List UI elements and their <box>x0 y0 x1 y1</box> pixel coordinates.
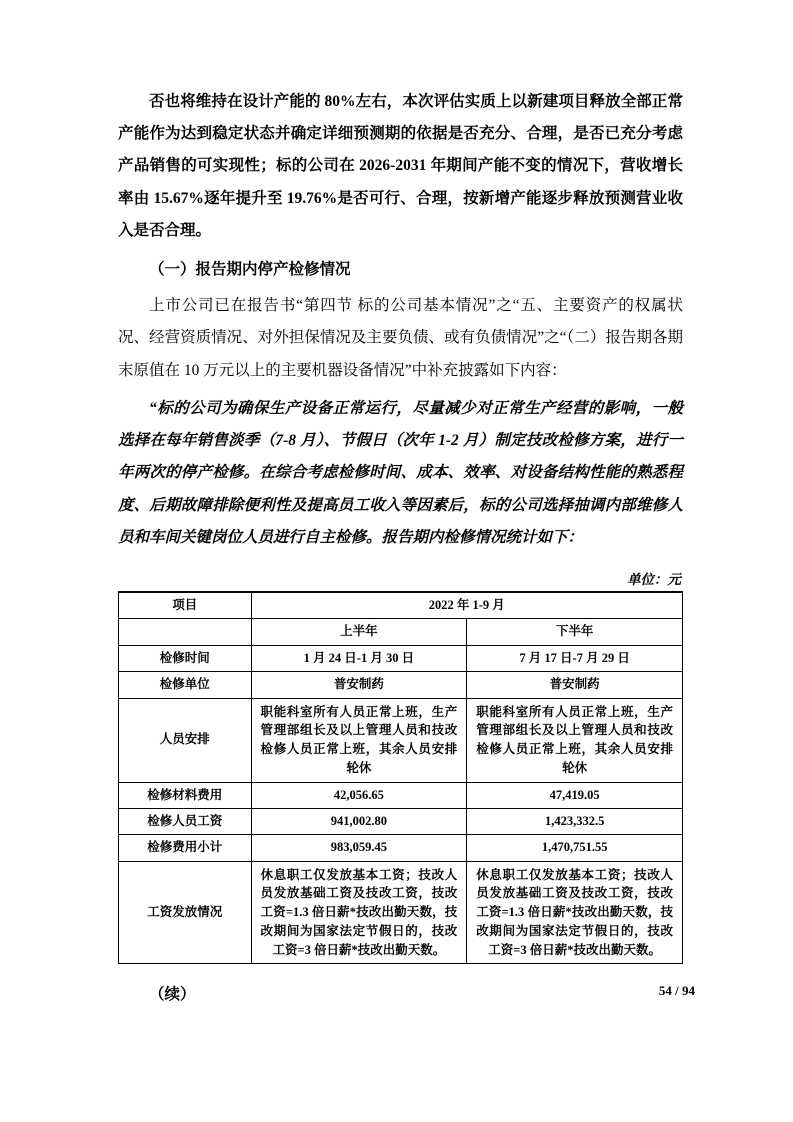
row-label: 人员安排 <box>119 698 252 782</box>
row-label: 检修人员工资 <box>119 808 252 834</box>
cell-second-half: 职能科室所有人员正常上班，生产管理部组长及以上管理人员和技改检修人员正常上班，其余人员安排轮休 <box>467 698 683 782</box>
row-label: 检修单位 <box>119 672 252 698</box>
cell-second-half: 普安制药 <box>467 672 683 698</box>
section-heading: （一）报告期内停产检修情况 <box>149 261 351 279</box>
row-label: 工资发放情况 <box>119 861 252 964</box>
continued-label: （续） <box>149 986 196 1004</box>
cell-second-half: 1,470,751.55 <box>467 835 683 861</box>
intro-paragraph: 否也将维持在设计产能的 80%左右，本次评估实质上以新建项目释放全部正常产能作为达到稳定状态并确定详细预测期的依据是否充分、合理，是否已充分考虑产品销售的可实现性；标的公司在 2026-2031 年期间产能不变的情况下，营收增长率由 15.67%逐年提升至 19.76%是否可行、合理，按新增产能逐步释放预测营业收入是否合理。 <box>118 93 683 239</box>
table-row <box>119 835 683 861</box>
table-row <box>119 672 683 698</box>
cell-second-half: 1,423,332.5 <box>467 808 683 834</box>
cell-first-half: 1 月 24 日-1 月 30 日 <box>251 645 467 671</box>
cell-first-half: 休息职工仅发放基本工资；技改人员发放基础工资及技改工资，技改工资=1.3 倍日薪*技改出勤天数，技改期间为国家法定节假日的，技改工资=3 倍日薪*技改出勤天数。 <box>251 861 467 964</box>
table-unit-label: 单位：元 <box>627 572 681 588</box>
row-label: 检修材料费用 <box>119 782 252 808</box>
table-row <box>119 698 683 782</box>
page-number: 54 / 94 <box>658 983 695 998</box>
cell-second-half: 休息职工仅发放基本工资；技改人员发放基础工资及技改工资，技改工资=1.3 倍日薪*技改出勤天数，技改期间为国家法定节假日的，技改工资=3 倍日薪*技改出勤天数。 <box>467 861 683 964</box>
header-cell-second-half: 下半年 <box>467 619 683 645</box>
cell-first-half: 42,056.65 <box>251 782 467 808</box>
header-cell-empty <box>119 619 252 645</box>
table-row <box>119 808 683 834</box>
table-header-row <box>119 592 683 619</box>
table-subheader-row <box>119 619 683 645</box>
disclosure-paragraph: 上市公司已在报告书“第四节 标的公司基本情况”之“五、主要资产的权属状况、经营资质情况、对外担保情况及主要负债、或有负债情况”之“（二）报告期各期末原值在 10 万元以上的主要机器设备情况”中补充披露如下内容： <box>118 297 683 379</box>
header-cell-period: 2022 年 1-9 月 <box>251 592 682 619</box>
cell-second-half: 47,419.05 <box>467 782 683 808</box>
table-row <box>119 645 683 671</box>
header-cell-first-half: 上半年 <box>251 619 467 645</box>
cell-first-half: 职能科室所有人员正常上班，生产管理部组长及以上管理人员和技改检修人员正常上班，其余人员安排轮休 <box>251 698 467 782</box>
row-label: 检修费用小计 <box>119 835 252 861</box>
cell-first-half: 983,059.45 <box>251 835 467 861</box>
cell-first-half: 普安制药 <box>251 672 467 698</box>
table-row <box>119 861 683 964</box>
header-cell-item: 项目 <box>119 592 252 619</box>
row-label: 检修时间 <box>119 645 252 671</box>
cell-second-half: 7 月 17 日-7 月 29 日 <box>467 645 683 671</box>
maintenance-table <box>118 591 683 964</box>
cell-first-half: 941,002.80 <box>251 808 467 834</box>
quoted-disclosure-paragraph: “标的公司为确保生产设备正常运行，尽量减少对正常生产经营的影响，一般选择在每年销售淡季（7-8 月）、节假日（次年 1-2 月）制定技改检修方案，进行一年两次的停产检修。在综合考虑检修时间、成本、效率、对设备结构性能的熟悉程度、后期故障排除便利性及提高员工收入等因素后，标的公司选择抽调内部维修人员和车间关键岗位人员进行自主检修。报告期内检修情况统计如下： <box>118 399 683 546</box>
table-row <box>119 782 683 808</box>
